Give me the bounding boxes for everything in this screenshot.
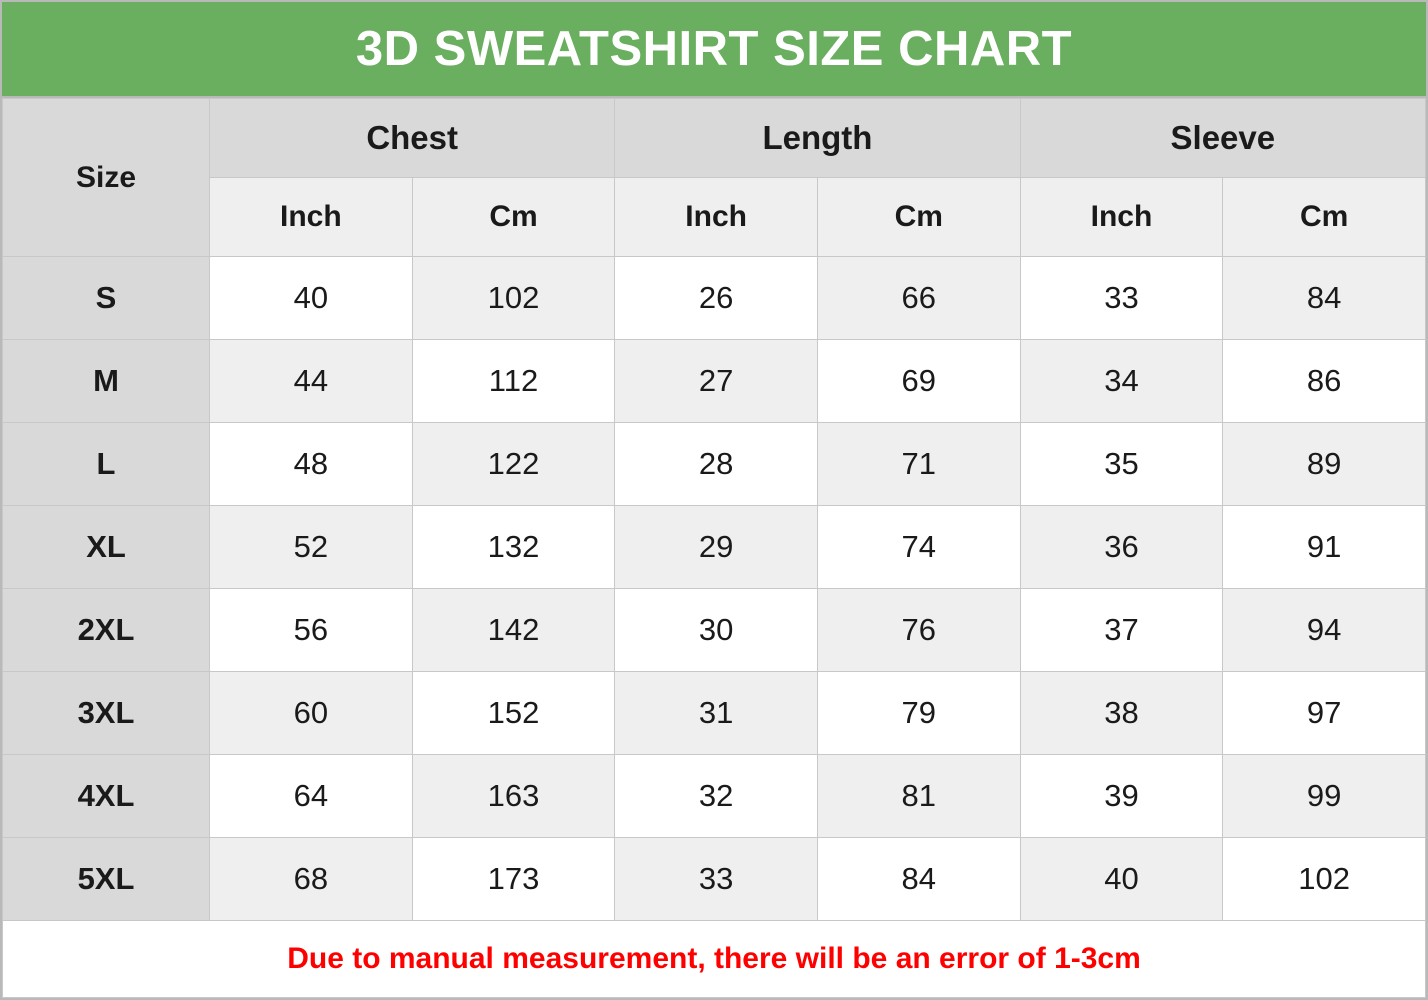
header-unit-chest-cm: Cm (412, 178, 615, 257)
header-unit-sleeve-inch: Inch (1020, 178, 1223, 257)
header-row-units (3, 178, 1426, 257)
cell-chest-inch: 44 (210, 340, 413, 423)
cell-sleeve-inch: 35 (1020, 423, 1223, 506)
cell-chest-cm: 132 (412, 506, 615, 589)
cell-length-cm: 81 (817, 755, 1020, 838)
cell-sleeve-inch: 40 (1020, 838, 1223, 921)
table-row (3, 423, 1426, 506)
cell-sleeve-inch: 34 (1020, 340, 1223, 423)
cell-length-cm: 69 (817, 340, 1020, 423)
cell-chest-inch: 48 (210, 423, 413, 506)
row-size-label: 3XL (3, 672, 210, 755)
header-unit-length-cm: Cm (817, 178, 1020, 257)
cell-chest-cm: 142 (412, 589, 615, 672)
row-size-label: 4XL (3, 755, 210, 838)
cell-sleeve-inch: 39 (1020, 755, 1223, 838)
cell-sleeve-cm: 89 (1223, 423, 1426, 506)
cell-chest-inch: 68 (210, 838, 413, 921)
table-row (3, 257, 1426, 340)
cell-length-inch: 31 (615, 672, 818, 755)
header-row-groups (3, 99, 1426, 178)
header-unit-length-inch: Inch (615, 178, 818, 257)
header-size: Size (3, 99, 210, 257)
cell-chest-cm: 112 (412, 340, 615, 423)
cell-length-inch: 28 (615, 423, 818, 506)
table-header (3, 99, 1426, 257)
cell-sleeve-cm: 97 (1223, 672, 1426, 755)
cell-length-cm: 79 (817, 672, 1020, 755)
header-group-chest: Chest (210, 99, 615, 178)
cell-length-cm: 84 (817, 838, 1020, 921)
table-body (3, 257, 1426, 998)
cell-chest-inch: 64 (210, 755, 413, 838)
measurement-note-row (3, 921, 1426, 998)
table-row (3, 340, 1426, 423)
table-row (3, 838, 1426, 921)
cell-sleeve-cm: 94 (1223, 589, 1426, 672)
measurement-note: Due to manual measurement, there will be an error of 1-3cm (3, 921, 1426, 998)
cell-length-inch: 33 (615, 838, 818, 921)
row-size-label: 2XL (3, 589, 210, 672)
cell-length-inch: 32 (615, 755, 818, 838)
cell-chest-inch: 60 (210, 672, 413, 755)
cell-sleeve-inch: 33 (1020, 257, 1223, 340)
cell-sleeve-inch: 36 (1020, 506, 1223, 589)
cell-sleeve-cm: 86 (1223, 340, 1426, 423)
cell-sleeve-cm: 84 (1223, 257, 1426, 340)
cell-length-inch: 30 (615, 589, 818, 672)
cell-chest-cm: 152 (412, 672, 615, 755)
row-size-label: M (3, 340, 210, 423)
table-row (3, 755, 1426, 838)
header-group-sleeve: Sleeve (1020, 99, 1425, 178)
cell-chest-inch: 52 (210, 506, 413, 589)
cell-length-cm: 74 (817, 506, 1020, 589)
header-unit-sleeve-cm: Cm (1223, 178, 1426, 257)
cell-sleeve-inch: 38 (1020, 672, 1223, 755)
cell-sleeve-cm: 102 (1223, 838, 1426, 921)
cell-length-inch: 29 (615, 506, 818, 589)
size-chart-table (2, 98, 1426, 998)
cell-length-cm: 71 (817, 423, 1020, 506)
cell-chest-cm: 163 (412, 755, 615, 838)
cell-length-cm: 76 (817, 589, 1020, 672)
cell-length-inch: 26 (615, 257, 818, 340)
header-group-length: Length (615, 99, 1020, 178)
cell-chest-cm: 173 (412, 838, 615, 921)
row-size-label: 5XL (3, 838, 210, 921)
table-row (3, 589, 1426, 672)
table-row (3, 506, 1426, 589)
cell-chest-inch: 40 (210, 257, 413, 340)
cell-length-cm: 66 (817, 257, 1020, 340)
table-row (3, 672, 1426, 755)
cell-chest-inch: 56 (210, 589, 413, 672)
header-unit-chest-inch: Inch (210, 178, 413, 257)
cell-length-inch: 27 (615, 340, 818, 423)
cell-sleeve-cm: 91 (1223, 506, 1426, 589)
row-size-label: S (3, 257, 210, 340)
row-size-label: L (3, 423, 210, 506)
cell-chest-cm: 122 (412, 423, 615, 506)
cell-chest-cm: 102 (412, 257, 615, 340)
cell-sleeve-inch: 37 (1020, 589, 1223, 672)
chart-title: 3D SWEATSHIRT SIZE CHART (2, 2, 1426, 98)
row-size-label: XL (3, 506, 210, 589)
cell-sleeve-cm: 99 (1223, 755, 1426, 838)
